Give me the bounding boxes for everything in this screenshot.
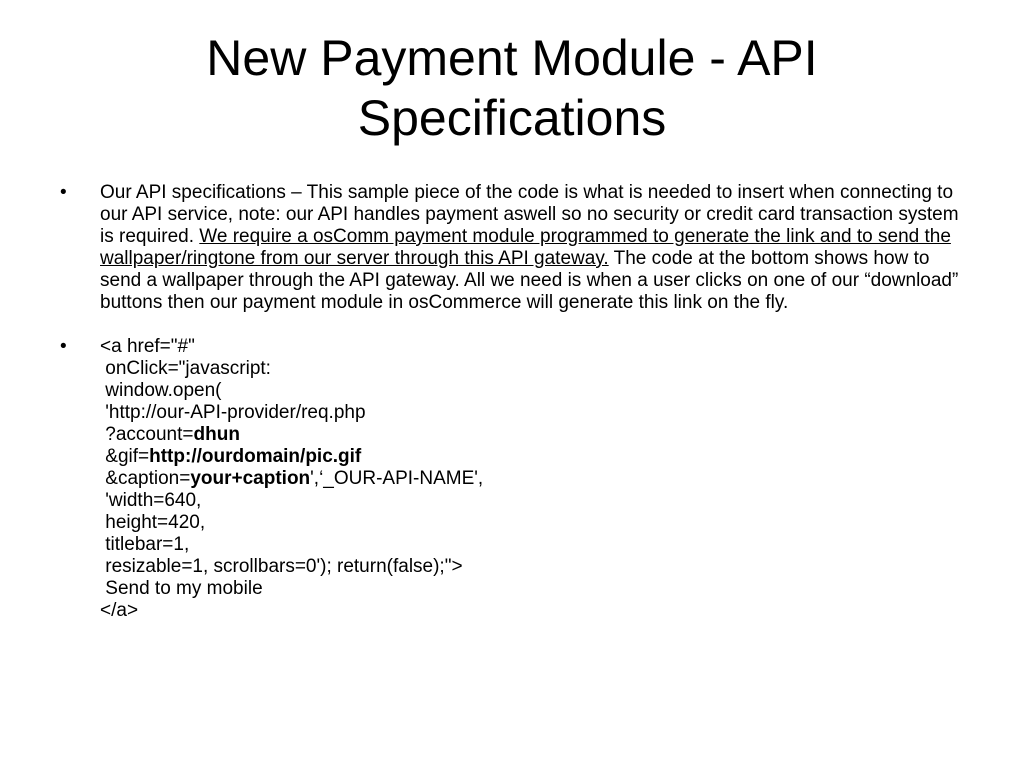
slide-title-line-1: New Payment Module - API xyxy=(206,30,818,86)
slide-title xyxy=(60,28,964,148)
bullet-item-description xyxy=(60,182,970,314)
code-line-account xyxy=(100,424,970,446)
code-line: <a href="#" xyxy=(100,336,195,357)
description-text-before: Our API specifications – This sample piece of the code is what is needed to insert when connecting to our API service, note: our API handles payment aswell so no security or credit card transaction system is required. xyxy=(100,182,959,247)
code-account-prefix: ?account= xyxy=(100,424,194,445)
code-caption-suffix: ',‘_OUR-API-NAME', xyxy=(310,468,484,489)
code-account-value: dhun xyxy=(193,424,240,445)
code-line: height=420, xyxy=(100,512,206,533)
description-underlined-requirement: We require a osComm payment module programmed to generate the link and to send the wallpaper/ringtone from our server through this API gateway. xyxy=(100,226,951,269)
code-line-gif xyxy=(100,446,970,468)
description-text-after: The code at the bottom shows how to send a wallpaper through the API gateway. All we need is when a user clicks on one of our “download” buttons then our payment module in osCommerce will generate this link on the fly. xyxy=(100,248,959,313)
bullet-item-code xyxy=(60,336,970,622)
code-line: </a> xyxy=(100,600,139,621)
code-line: 'width=640, xyxy=(100,490,202,511)
bullet-list xyxy=(60,182,970,622)
code-line: 'http://our-API-provider/req.php xyxy=(100,402,366,423)
code-sample xyxy=(100,336,970,622)
code-gif-value: http://ourdomain/pic.gif xyxy=(149,446,362,467)
code-gif-prefix: &gif= xyxy=(100,446,150,467)
code-caption-prefix: &caption= xyxy=(100,468,191,489)
description-paragraph xyxy=(100,182,970,314)
code-line: Send to my mobile xyxy=(100,578,263,599)
code-line: resizable=1, scrollbars=0'); return(false);"> xyxy=(100,556,463,577)
code-caption-value: your+caption xyxy=(190,468,311,489)
code-line: window.open( xyxy=(100,380,222,401)
slide-title-line-2: Specifications xyxy=(357,90,667,146)
bullet-marker: • xyxy=(60,182,67,203)
bullet-marker: • xyxy=(60,336,67,357)
code-line: titlebar=1, xyxy=(100,534,190,555)
code-line: onClick="javascript: xyxy=(100,358,271,379)
code-line-caption xyxy=(100,468,970,490)
